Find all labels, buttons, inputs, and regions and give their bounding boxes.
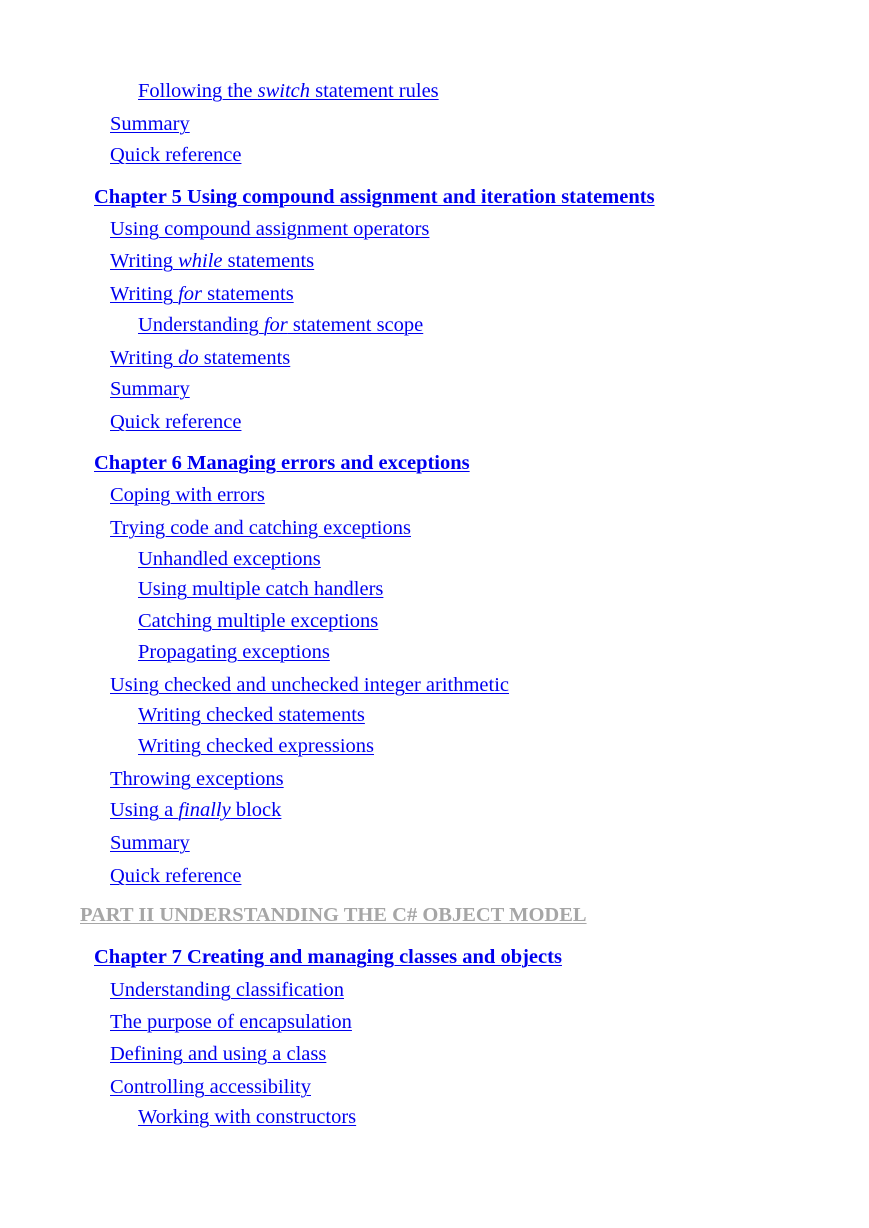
toc-link-keyword: while: [178, 250, 223, 272]
toc-link-text: Writing checked expressions: [138, 735, 374, 757]
toc-subsection-link[interactable]: [138, 734, 374, 758]
toc-link-text: Defining and using a class: [110, 1043, 327, 1065]
toc-link-text: Writing: [110, 283, 179, 305]
toc-section-link[interactable]: [110, 1042, 326, 1066]
toc-link-text: Chapter 6 Managing errors and exceptions: [94, 452, 470, 474]
toc-link-text: statements: [198, 347, 291, 369]
toc-chapter-link[interactable]: [94, 185, 655, 209]
toc-section-link[interactable]: [110, 112, 190, 136]
toc-link-text: Summary: [110, 832, 190, 854]
toc-chapter-link[interactable]: [94, 945, 562, 969]
toc-section-link[interactable]: [110, 798, 281, 822]
toc-section-link[interactable]: [110, 1075, 311, 1099]
toc-link-text: Quick reference: [110, 144, 242, 166]
toc-section-link[interactable]: [110, 410, 241, 434]
toc-link-keyword: for: [263, 314, 288, 336]
toc-section-link[interactable]: [110, 249, 314, 273]
toc-link-text: The purpose of encapsulation: [110, 1011, 352, 1033]
toc-chapter-link[interactable]: [94, 451, 470, 475]
toc-link-text: Using multiple catch handlers: [138, 578, 384, 600]
toc-link-text: statements: [202, 283, 294, 305]
toc-link-text: Summary: [110, 378, 190, 400]
toc-section-link[interactable]: [110, 377, 190, 401]
toc-subsection-link[interactable]: [138, 547, 321, 571]
toc-section-link[interactable]: [110, 282, 294, 306]
toc-section-link[interactable]: [110, 516, 411, 540]
toc-link-text: Summary: [110, 113, 190, 135]
toc-link-text: Using checked and unchecked integer arithmetic: [110, 674, 510, 696]
toc-part-heading: [80, 903, 587, 927]
toc-section-link[interactable]: [110, 1010, 352, 1034]
toc-link-keyword: for: [178, 283, 203, 305]
toc-link-text: Understanding: [138, 314, 264, 336]
toc-link-text: block: [230, 799, 282, 821]
toc-section-link[interactable]: [110, 831, 190, 855]
toc-link-text: Writing checked statements: [138, 704, 365, 726]
toc-link-text: Propagating exceptions: [138, 641, 330, 663]
toc-link-text: Following the: [138, 80, 258, 102]
toc-link-text: Catching multiple exceptions: [138, 610, 379, 632]
toc-link-text: Chapter 7 Creating and managing classes and objects: [94, 946, 562, 968]
toc-link-text: statements: [222, 250, 315, 272]
toc-section-link[interactable]: [110, 864, 241, 888]
toc-link-text: Throwing exceptions: [110, 768, 284, 790]
toc-link-text: Unhandled exceptions: [138, 548, 321, 570]
toc-link-text: Controlling accessibility: [110, 1076, 311, 1098]
toc-subsection-link[interactable]: [138, 577, 383, 601]
toc-link-text: PART II UNDERSTANDING THE C# OBJECT MODEL: [80, 904, 587, 926]
toc-link-text: Chapter 5 Using compound assignment and iteration statements: [94, 186, 655, 208]
toc-section-link[interactable]: [110, 767, 284, 791]
toc-link-keyword: switch: [257, 80, 310, 102]
toc-subsection-link[interactable]: [138, 79, 439, 103]
toc-section-link[interactable]: [110, 143, 241, 167]
toc-section-link[interactable]: [110, 978, 344, 1002]
toc-link-text: Coping with errors: [110, 484, 265, 506]
toc-subsection-link[interactable]: [138, 609, 378, 633]
toc-link-text: Using compound assignment operators: [110, 218, 430, 240]
toc-link-keyword: do: [178, 347, 199, 369]
toc-subsection-link[interactable]: [138, 1105, 356, 1129]
toc-link-text: statement scope: [287, 314, 424, 336]
toc-section-link[interactable]: [110, 346, 290, 370]
toc-link-keyword: finally: [178, 799, 231, 821]
toc-link-text: statement rules: [310, 80, 439, 102]
toc-section-link[interactable]: [110, 673, 509, 697]
toc-link-text: Working with constructors: [138, 1106, 357, 1128]
toc-section-link[interactable]: [110, 217, 429, 241]
toc-section-link[interactable]: [110, 483, 265, 507]
toc-link-text: Writing: [110, 347, 179, 369]
toc-subsection-link[interactable]: [138, 703, 365, 727]
toc-link-text: Writing: [110, 250, 179, 272]
toc-link-text: Using a: [110, 799, 179, 821]
toc-link-text: Quick reference: [110, 411, 242, 433]
toc-link-text: Understanding classification: [110, 979, 344, 1001]
toc-link-text: Quick reference: [110, 865, 242, 887]
toc-link-text: Trying code and catching exceptions: [110, 517, 411, 539]
toc-subsection-link[interactable]: [138, 313, 423, 337]
toc-subsection-link[interactable]: [138, 640, 330, 664]
